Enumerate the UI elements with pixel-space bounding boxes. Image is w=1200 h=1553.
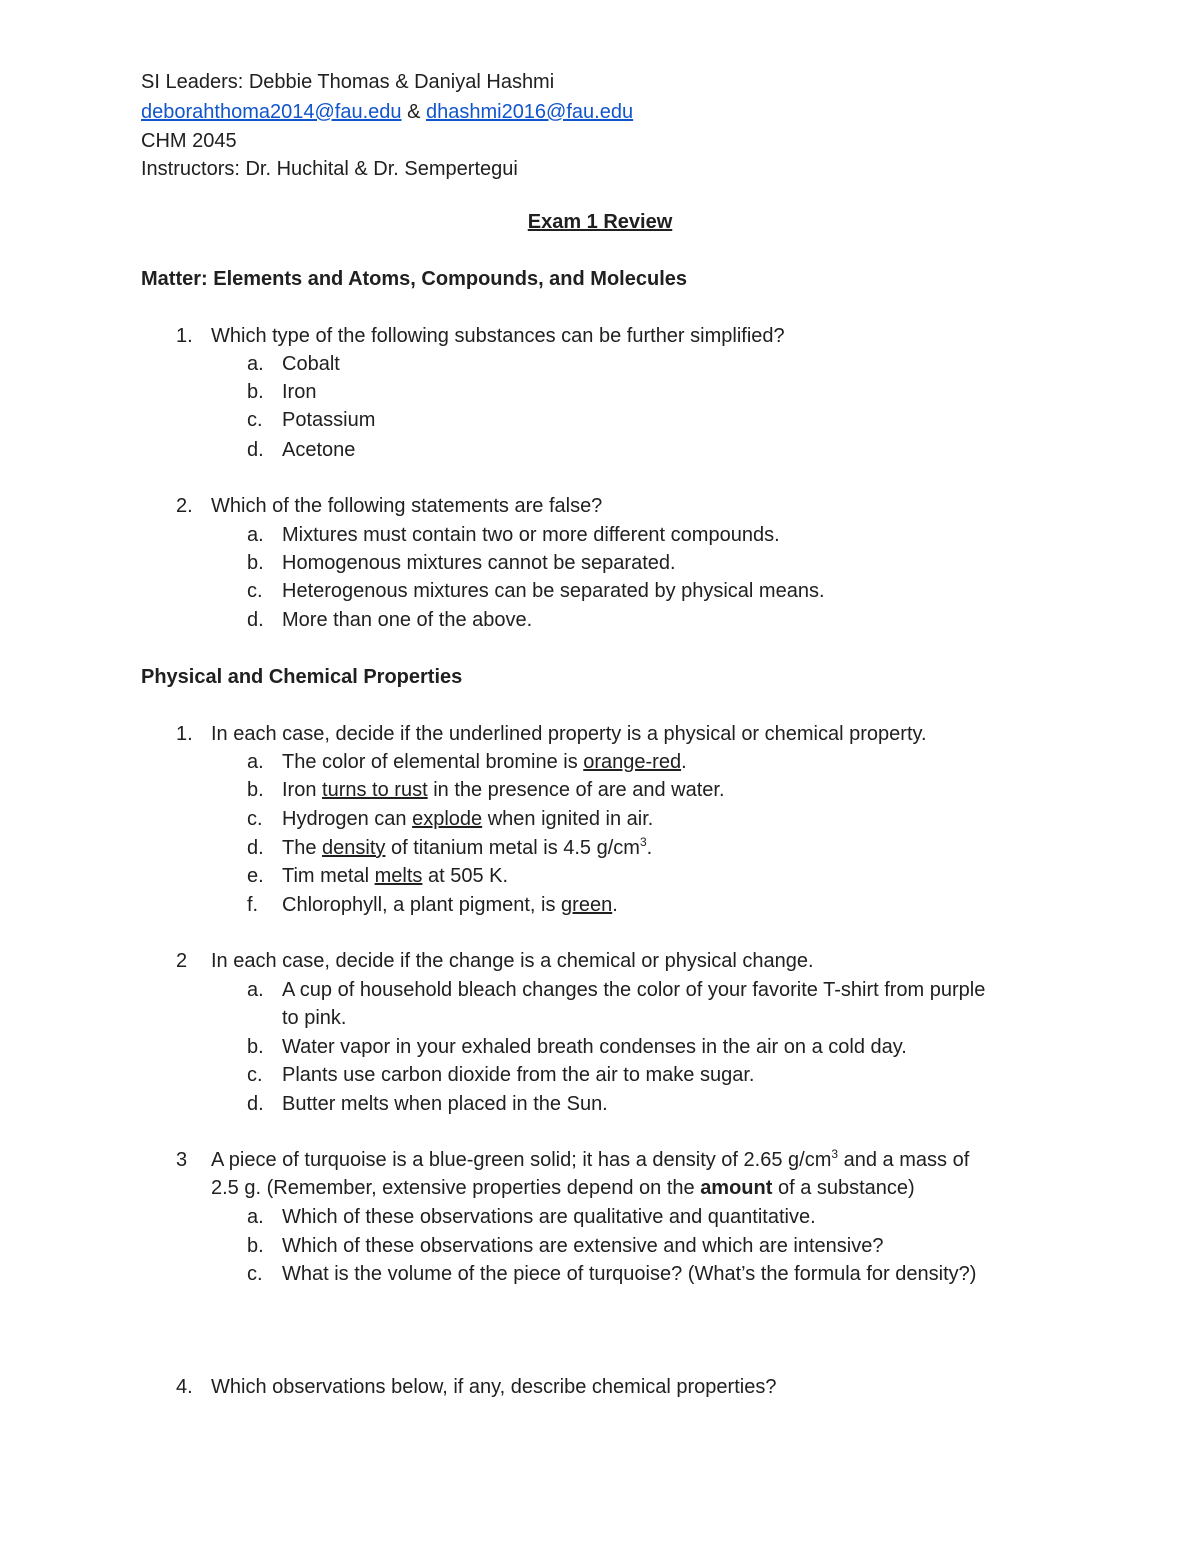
option-text xyxy=(282,834,652,862)
question-number: 4. xyxy=(176,1376,193,1398)
option-text-pre: Tim metal xyxy=(282,865,375,887)
option-letter: f. xyxy=(247,894,259,916)
underlined-property: turns to rust xyxy=(322,779,428,801)
bold-keyword: amount xyxy=(700,1177,773,1199)
option-text: Potassium xyxy=(282,409,376,431)
question-text: In each case, decide if the change is a chemical or physical change. xyxy=(211,950,814,972)
option-text: Cobalt xyxy=(282,353,340,375)
option-text-post: . xyxy=(612,894,618,916)
option-text: Acetone xyxy=(282,439,356,461)
underlined-property: orange-red xyxy=(583,751,682,773)
option-text: Which of these observations are qualitative and quantitative. xyxy=(282,1206,816,1228)
underlined-property: melts xyxy=(374,865,423,887)
email-line xyxy=(141,98,633,126)
option-letter: b. xyxy=(247,552,264,574)
question-text xyxy=(211,1146,969,1174)
option-text: Iron xyxy=(282,381,317,403)
option-text-pre: The color of elemental bromine is xyxy=(282,751,584,773)
question-text-line2-post: of a substance) xyxy=(772,1177,915,1199)
email-link-daniyal[interactable]: dhashmi2016@fau.edu xyxy=(425,101,634,123)
option-text-pre: Hydrogen can xyxy=(282,808,413,830)
section-heading-matter: Matter: Elements and Atoms, Compounds, and Molecules xyxy=(141,268,687,290)
option-letter: c. xyxy=(247,409,263,431)
option-text-pre: Iron xyxy=(282,779,323,801)
option-letter: a. xyxy=(247,1206,264,1228)
question-number: 3 xyxy=(176,1149,188,1171)
option-letter: b. xyxy=(247,381,264,403)
course-code: CHM 2045 xyxy=(141,130,237,152)
option-letter: a. xyxy=(247,979,264,1001)
option-text xyxy=(282,748,687,776)
option-letter: b. xyxy=(247,779,264,801)
question-number: 2. xyxy=(176,495,193,517)
option-text: Mixtures must contain two or more different compounds. xyxy=(282,524,780,546)
option-text-post: when ignited in air. xyxy=(482,808,654,830)
option-text-post: . xyxy=(681,751,687,773)
option-text xyxy=(282,776,725,804)
option-letter: d. xyxy=(247,1093,264,1115)
option-text: Butter melts when placed in the Sun. xyxy=(282,1093,608,1115)
option-letter: a. xyxy=(247,524,264,546)
option-text: What is the volume of the piece of turquoise? (What’s the formula for density?) xyxy=(282,1263,977,1285)
option-letter: a. xyxy=(247,751,264,773)
question-text-line2-pre: 2.5 g. (Remember, extensive properties depend on the xyxy=(211,1177,701,1199)
superscript: 3 xyxy=(831,1147,839,1161)
option-text-post2: . xyxy=(646,837,653,859)
option-text: A cup of household bleach changes the color of your favorite T-shirt from purple xyxy=(282,979,986,1001)
option-text: Homogenous mixtures cannot be separated. xyxy=(282,552,676,574)
option-text-post: in the presence of are and water. xyxy=(427,779,725,801)
email-separator: & xyxy=(401,101,426,123)
option-text-post: of titanium metal is 4.5 g/cm xyxy=(385,837,640,859)
superscript: 3 xyxy=(639,835,647,849)
question-text: In each case, decide if the underlined property is a physical or chemical property. xyxy=(211,723,927,745)
option-letter: b. xyxy=(247,1036,264,1058)
question-number: 1. xyxy=(176,723,193,745)
option-text xyxy=(282,862,508,890)
page-title: Exam 1 Review xyxy=(527,211,673,233)
option-letter: c. xyxy=(247,580,263,602)
email-link-deborah[interactable]: deborahthoma2014@fau.edu xyxy=(141,101,402,123)
si-leaders-line: SI Leaders: Debbie Thomas & Daniyal Hashmi xyxy=(141,71,555,93)
question-text: Which of the following statements are false? xyxy=(211,495,603,517)
underlined-property: explode xyxy=(412,808,483,830)
question-text-line2 xyxy=(211,1174,915,1202)
underlined-property: green xyxy=(561,894,613,916)
option-text: Water vapor in your exhaled breath condenses in the air on a cold day. xyxy=(282,1036,907,1058)
option-letter: b. xyxy=(247,1235,264,1257)
option-text-continuation: to pink. xyxy=(282,1007,347,1029)
option-letter: c. xyxy=(247,1263,263,1285)
option-letter: a. xyxy=(247,353,264,375)
option-letter: d. xyxy=(247,609,264,631)
option-text-pre: The xyxy=(282,837,323,859)
option-letter: e. xyxy=(247,865,264,887)
section-heading-properties: Physical and Chemical Properties xyxy=(141,666,463,688)
option-text: Plants use carbon dioxide from the air to make sugar. xyxy=(282,1064,755,1086)
option-text-pre: Chlorophyll, a plant pigment, is xyxy=(282,894,562,916)
option-letter: c. xyxy=(247,1064,263,1086)
option-text xyxy=(282,891,618,919)
option-text-post: at 505 K. xyxy=(422,865,509,887)
question-text-a: A piece of turquoise is a blue-green solid; it has a density of 2.65 g/cm xyxy=(211,1149,832,1171)
option-text: More than one of the above. xyxy=(282,609,533,631)
option-text: Which of these observations are extensive and which are intensive? xyxy=(282,1235,884,1257)
option-text: Heterogenous mixtures can be separated by physical means. xyxy=(282,580,825,602)
option-text xyxy=(282,805,653,833)
underlined-property: density xyxy=(322,837,386,859)
question-number: 1. xyxy=(176,325,193,347)
option-letter: c. xyxy=(247,808,263,830)
question-text: Which type of the following substances can be further simplified? xyxy=(211,325,785,347)
option-letter: d. xyxy=(247,439,264,461)
option-letter: d. xyxy=(247,837,264,859)
question-number: 2 xyxy=(176,950,188,972)
question-text: Which observations below, if any, describe chemical properties? xyxy=(211,1376,777,1398)
instructors-line: Instructors: Dr. Huchital & Dr. Sempertegui xyxy=(141,158,518,180)
question-text-b: and a mass of xyxy=(838,1149,970,1171)
